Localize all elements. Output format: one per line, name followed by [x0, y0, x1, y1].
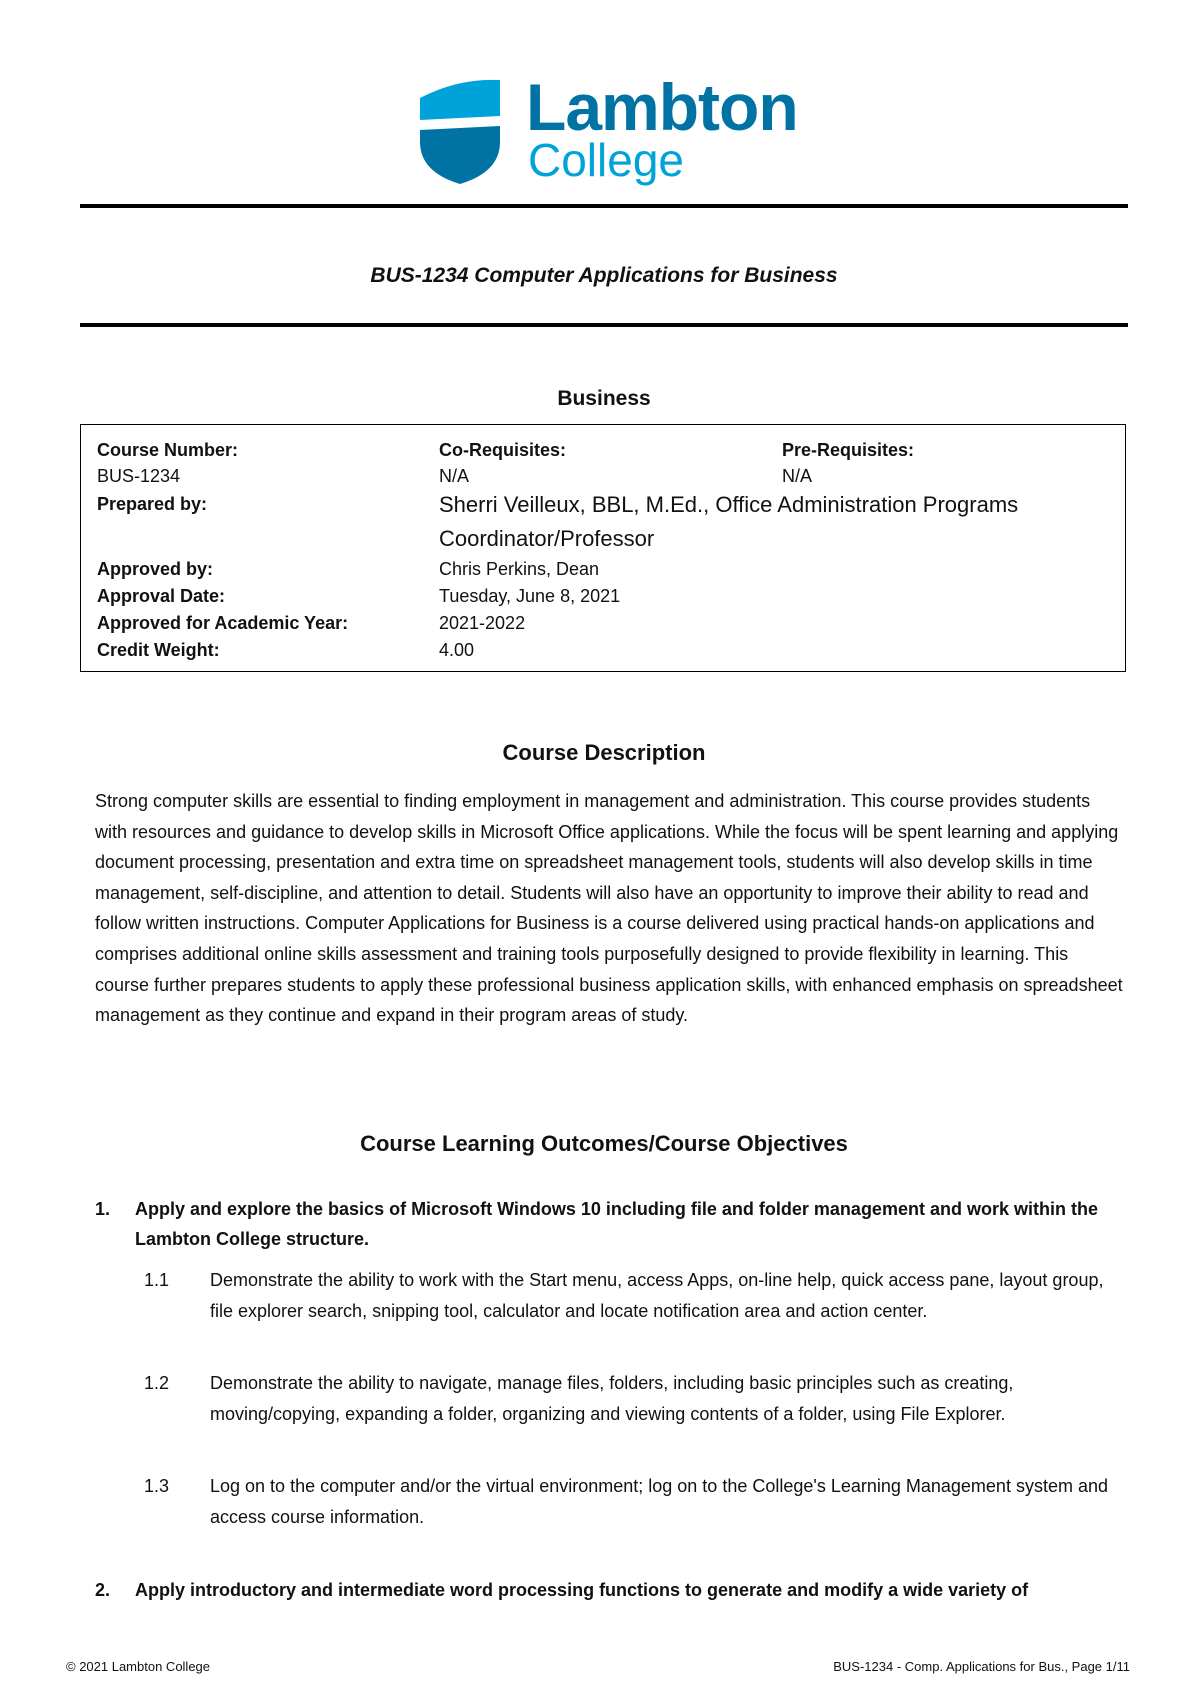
coreq-value: N/A	[439, 466, 470, 486]
prereq-label: Pre-Requisites:	[782, 440, 915, 460]
shield-icon	[418, 76, 518, 186]
document-title: BUS-1234 Computer Applications for Business	[370, 264, 838, 287]
course-number-value: BUS-1234	[97, 466, 181, 486]
sub-outcome-number: 1.1	[144, 1270, 170, 1290]
course-number-label: Course Number:	[97, 440, 239, 460]
prereq-value: N/A	[782, 466, 813, 486]
approval-date-label: Approval Date:	[97, 586, 226, 606]
approval-date-value: Tuesday, June 8, 2021	[439, 586, 621, 606]
logo-wordmark-lambton: Lambton	[526, 70, 798, 144]
course-info-box	[80, 424, 1126, 672]
title-divider	[80, 323, 1128, 327]
academic-year-label: Approved for Academic Year:	[97, 613, 349, 633]
prepared-by-value: Sherri Veilleux, BBL, M.Ed., Office Administration Programs Coordinator/Professor	[439, 492, 1019, 551]
prepared-by-label: Prepared by:	[97, 494, 208, 514]
sub-outcome-number: 1.3	[144, 1476, 170, 1496]
top-divider	[80, 204, 1128, 208]
course-description-heading: Course Description	[502, 740, 706, 765]
outcome-text: Apply introductory and intermediate word processing functions to generate and modify a wide variety of	[135, 1580, 1029, 1600]
lambton-college-logo	[418, 70, 798, 194]
coreq-label: Co-Requisites:	[439, 440, 567, 460]
sub-outcome-text: Demonstrate the ability to navigate, manage files, folders, including basic principles such as creating, moving/copying, expanding a folder, organizing and viewing contents of a folder, using File Explorer.	[210, 1373, 1014, 1424]
sub-outcome-number: 1.2	[144, 1373, 170, 1393]
sub-outcome-text: Log on to the computer and/or the virtual environment; log on to the College's Learning Management system and access course information.	[210, 1476, 1108, 1527]
outcome-text: Apply and explore the basics of Microsoft Windows 10 including file and folder management and work within the Lambton College structure.	[135, 1199, 1098, 1249]
sub-outcome-text: Demonstrate the ability to work with the Start menu, access Apps, on-line help, quick access pane, layout group, file explorer search, snipping tool, calculator and locate notification area and action center.	[210, 1270, 1104, 1321]
outcomes-heading: Course Learning Outcomes/Course Objectives	[360, 1131, 848, 1156]
credit-weight-value: 4.00	[439, 640, 475, 660]
footer-page-info: BUS-1234 - Comp. Applications for Bus., Page 1/11	[833, 1659, 1130, 1674]
credit-weight-label: Credit Weight:	[97, 640, 220, 660]
outcome-number: 2.	[95, 1580, 111, 1600]
logo-wordmark-college: College	[528, 134, 684, 186]
department-heading: Business	[557, 387, 651, 410]
academic-year-value: 2021-2022	[439, 613, 526, 633]
footer-copyright: © 2021 Lambton College	[66, 1659, 211, 1674]
approved-by-value: Chris Perkins, Dean	[439, 559, 600, 579]
course-description-text: Strong computer skills are essential to finding employment in management and administration. This course provides students with resources and guidance to develop skills in Microsoft Office applications. While the focus will be spent learning and applying document processing, presentation and extra time on spreadsheet management tools, students will also develop skills in time management, self-discipline, and attention to detail. Students will also have an opportunity to improve their ability to read and follow written instructions. Computer Applications for Business is a course delivered using practical hands-on applications and comprises additional online skills assessment and training tools purposefully designed to provide flexibility in learning. This course further prepares students to apply these professional business application skills, with enhanced emphasis on spreadsheet management as they continue and expand in their program areas of study.	[95, 791, 1123, 1026]
approved-by-label: Approved by:	[97, 559, 214, 579]
outcome-number: 1.	[95, 1199, 111, 1219]
